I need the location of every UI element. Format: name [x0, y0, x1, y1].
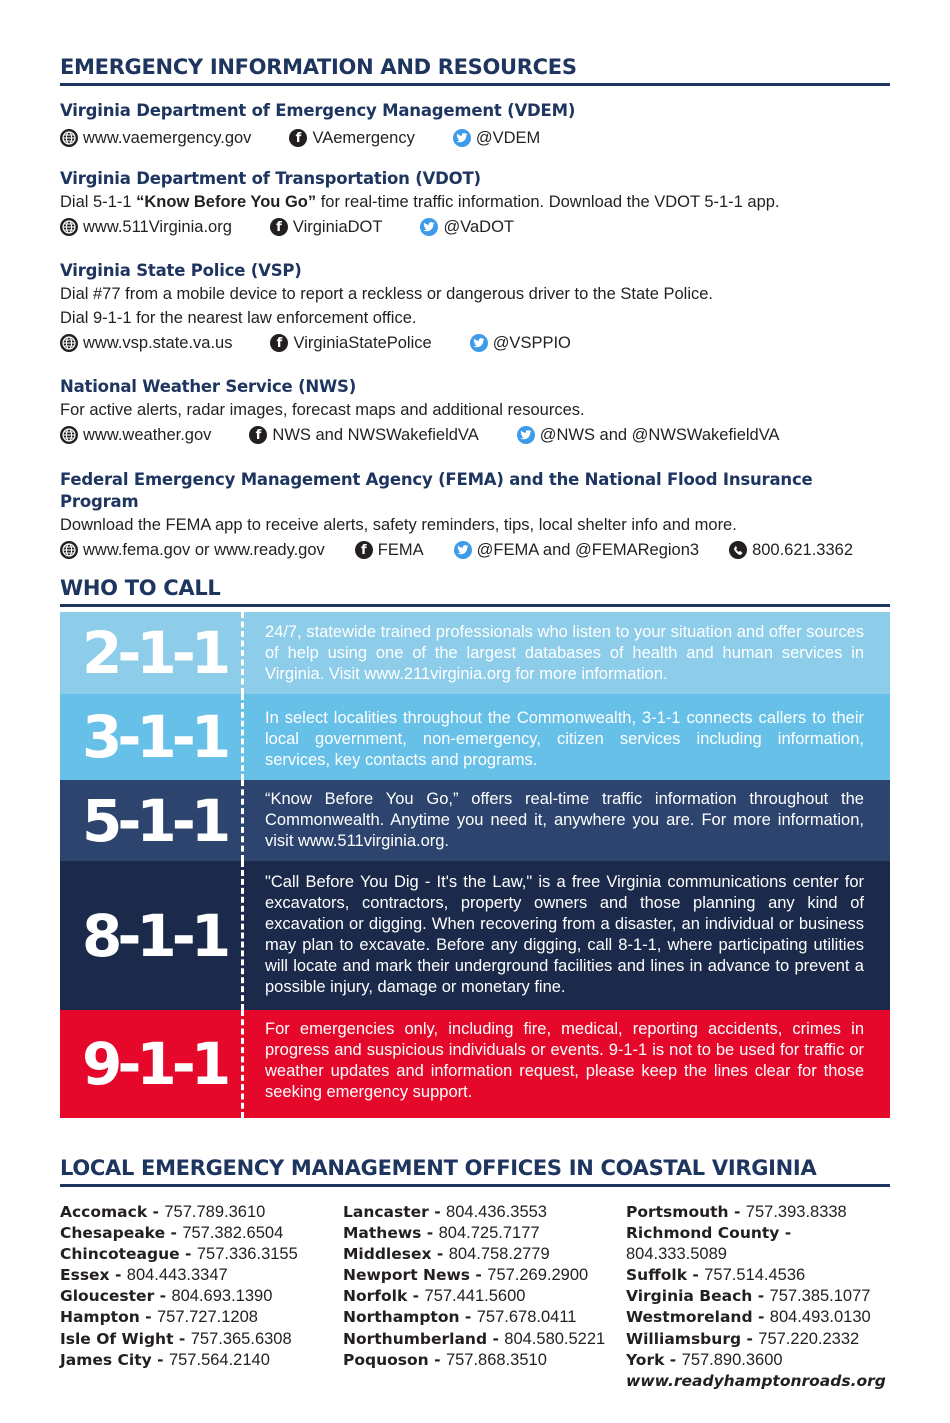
- list-item: Norfolk - 757.441.5600: [343, 1287, 526, 1306]
- list-item: York - 757.890.3600: [626, 1350, 783, 1369]
- globe-icon: [60, 129, 78, 147]
- agency-name: Virginia Department of Emergency Management (VDEM): [60, 101, 576, 120]
- list-item: Mathews - 804.725.7177: [343, 1224, 540, 1243]
- facebook-icon: f: [289, 129, 307, 147]
- office-column: [60, 1202, 343, 1392]
- list-item: Middlesex - 804.758.2779: [343, 1245, 550, 1264]
- agency-fema: [60, 469, 890, 563]
- globe-icon: [60, 218, 78, 236]
- call-description: “Know Before You Go,” offers real-time traffic information throughout the Commonwealth. Anytime you need it, anywhere you are. For more information, visit www.511virginia.org.: [265, 790, 864, 850]
- facebook-icon: f: [270, 334, 288, 352]
- agency-links: [60, 422, 890, 448]
- list-item: Isle Of Wight - 757.365.6308: [60, 1329, 292, 1348]
- who-to-call-title: WHO TO CALL: [60, 576, 890, 607]
- facebook-icon: f: [355, 541, 373, 559]
- globe-icon: [60, 426, 78, 444]
- call-number: 3-1-1: [82, 703, 227, 771]
- list-item: Essex - 804.443.3347: [60, 1266, 228, 1285]
- twitter-icon: [517, 426, 535, 444]
- twitter-icon: [453, 129, 471, 147]
- list-item: James City - 757.564.2140: [60, 1350, 270, 1369]
- call-number: 8-1-1: [82, 901, 227, 970]
- phone-icon: [729, 541, 747, 559]
- website-link[interactable]: www.511Virginia.org: [60, 218, 232, 237]
- agency-description: Dial 5-1-1 “Know Before You Go” for real-time traffic information. Download the VDOT 5-1-1 app.: [60, 193, 780, 211]
- website-link[interactable]: www.weather.gov: [60, 426, 211, 445]
- list-item: Suffolk - 757.514.4536: [626, 1266, 806, 1285]
- who-to-call-table: [60, 612, 890, 1118]
- twitter-icon: [454, 541, 472, 559]
- local-offices-title: LOCAL EMERGENCY MANAGEMENT OFFICES IN COASTAL VIRGINIA: [60, 1156, 890, 1187]
- call-row-811: [60, 861, 890, 1010]
- globe-icon: [60, 541, 78, 559]
- list-item: Chesapeake - 757.382.6504: [60, 1224, 284, 1243]
- list-item: Lancaster - 804.436.3553: [343, 1203, 547, 1221]
- call-number: 2-1-1: [82, 619, 227, 687]
- facebook-icon: f: [270, 218, 288, 236]
- website-link[interactable]: www.readyhamptonroads.org: [626, 1371, 886, 1390]
- website-link[interactable]: www.vaemergency.gov: [60, 129, 251, 148]
- agency-vdot: [60, 168, 890, 240]
- list-item: Westmoreland - 804.493.0130: [626, 1308, 871, 1327]
- globe-icon: [60, 334, 78, 352]
- agency-links: [60, 537, 890, 563]
- call-description: In select localities throughout the Commonwealth, 3-1-1 connects callers to their local government, non-emergency, citizen services including information, services, key contacts and programs.: [265, 709, 864, 769]
- agency-vsp: [60, 260, 890, 356]
- list-item: Hampton - 757.727.1208: [60, 1308, 258, 1327]
- phone-link[interactable]: 800.621.3362: [729, 541, 853, 560]
- agency-description: Download the FEMA app to receive alerts, safety reminders, tips, local shelter info and more.: [60, 516, 737, 534]
- agency-description: For active alerts, radar images, forecast maps and additional resources.: [60, 401, 585, 419]
- twitter-link[interactable]: @VSPPIO: [470, 334, 571, 353]
- call-description: 24/7, statewide trained professionals who listen to your situation and offer sources of help using one of the largest databases of health and human services in Virginia. Visit www.211virginia.org for more information.: [265, 623, 864, 683]
- agency-description: Dial 9-1-1 for the nearest law enforcement office.: [60, 309, 417, 327]
- call-row-311: [60, 694, 890, 780]
- list-item: Richmond County - 804.333.5089: [626, 1224, 792, 1264]
- call-row-211: [60, 612, 890, 694]
- agency-links: [60, 125, 890, 151]
- facebook-icon: f: [249, 426, 267, 444]
- twitter-link[interactable]: @NWS and @NWSWakefieldVA: [517, 426, 780, 445]
- call-number: 5-1-1: [82, 786, 227, 855]
- list-item: Accomack - 757.789.3610: [60, 1203, 266, 1221]
- facebook-link[interactable]: f VirginiaDOT: [270, 218, 383, 237]
- agency-name: Federal Emergency Management Agency (FEMA) and the National Flood Insurance Program: [60, 470, 813, 511]
- emergency-section-title: EMERGENCY INFORMATION AND RESOURCES: [60, 55, 890, 86]
- twitter-link[interactable]: @FEMA and @FEMARegion3: [454, 541, 699, 560]
- agency-links: [60, 330, 890, 356]
- twitter-link[interactable]: @VaDOT: [420, 218, 514, 237]
- list-item: Newport News - 757.269.2900: [343, 1266, 589, 1285]
- facebook-link[interactable]: f FEMA: [355, 541, 424, 560]
- agency-description: Dial #77 from a mobile device to report a reckless or dangerous driver to the State Police.: [60, 285, 713, 303]
- call-row-511: [60, 780, 890, 861]
- list-item: Chincoteague - 757.336.3155: [60, 1245, 298, 1264]
- agency-links: [60, 214, 890, 240]
- agency-name: National Weather Service (NWS): [60, 377, 357, 396]
- list-item: Northumberland - 804.580.5221: [343, 1329, 606, 1348]
- office-column: [343, 1202, 626, 1392]
- twitter-icon: [470, 334, 488, 352]
- office-column: [626, 1202, 890, 1392]
- call-description: For emergencies only, including fire, medical, reporting accidents, crimes in progress and suspicious individuals or events. 9-1-1 is not to be used for traffic or weather updates and information request, please keep the lines clear for those seeking emergency support.: [265, 1020, 864, 1101]
- list-item: Williamsburg - 757.220.2332: [626, 1329, 860, 1348]
- website-link[interactable]: www.vsp.state.va.us: [60, 334, 232, 353]
- list-item: Virginia Beach - 757.385.1077: [626, 1287, 871, 1306]
- list-item: Gloucester - 804.693.1390: [60, 1287, 273, 1306]
- agency-name: Virginia State Police (VSP): [60, 261, 302, 280]
- call-row-911: [60, 1010, 890, 1118]
- call-number: 9-1-1: [82, 1030, 227, 1098]
- agency-vdem: [60, 100, 890, 151]
- call-description: "Call Before You Dig - It's the Law," is a free Virginia communications center for excavators, contractors, property owners and those planning any kind of excavation or digging. When recovering from a disaster, an individual or business may plan to excavate. Before any digging, call 8-1-1, where participating utilities will locate and mark their underground facilities and lines in advance to prevent a possible injury, damage or monetary fine.: [265, 873, 864, 996]
- agency-nws: [60, 376, 890, 448]
- agency-name: Virginia Department of Transportation (VDOT): [60, 169, 481, 188]
- list-item: Northampton - 757.678.0411: [343, 1308, 577, 1327]
- website-link[interactable]: www.fema.gov or www.ready.gov: [60, 541, 325, 560]
- list-item: Poquoson - 757.868.3510: [343, 1350, 547, 1369]
- facebook-link[interactable]: f VirginiaStatePolice: [270, 334, 431, 353]
- list-item: Portsmouth - 757.393.8338: [626, 1203, 847, 1221]
- facebook-link[interactable]: f VAemergency: [289, 129, 414, 148]
- twitter-icon: [420, 218, 438, 236]
- twitter-link[interactable]: @VDEM: [453, 129, 540, 148]
- facebook-link[interactable]: f NWS and NWSWakefieldVA: [249, 426, 478, 445]
- local-offices-list: [60, 1202, 890, 1392]
